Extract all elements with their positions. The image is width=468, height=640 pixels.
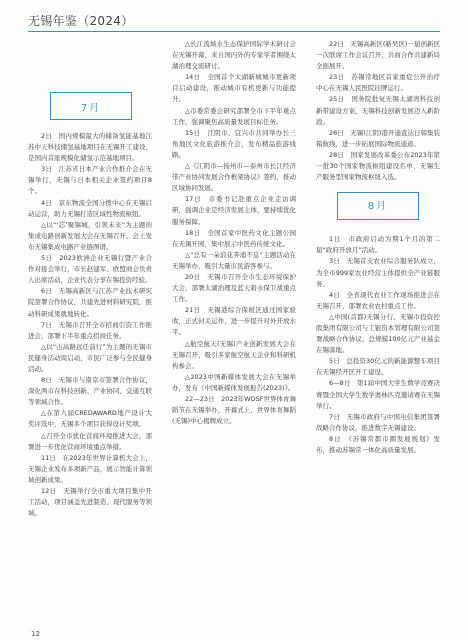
paragraph: 3日 江苏省日本产业合作推介会在无锡举行，无锡与日本相关企业签约项目8个。 [28, 165, 152, 196]
paragraph: 26日 无锡(江阴)港开通直达日韩集装箱航线，进一步拓展国际物流通道。 [316, 128, 440, 148]
paragraph: △2023中国新媒体发展大会在无锡举办，发布《中国新媒体发展报告(2023)》。 [172, 372, 296, 392]
month-heading-august: 8月 [337, 192, 419, 220]
paragraph: 4日 京东物流全国分拨中心在无锡启动运营，助力无锡打造区域性物流枢纽。 [28, 198, 152, 218]
page-number: 12 [31, 630, 40, 638]
paragraph: 6日 无锡高新区与江苏产业技术研究院签署合作协议，共建先进材料研究院，推动科研成果就地转化。 [28, 287, 152, 318]
paragraph: 3日 无锡首支农业综合服务队成立，为全市999家农业经营主体提供全产业链服务。 [316, 257, 440, 288]
paragraph: 15日 江阴市、宜兴市共同举办长三角地区文化旅游推介会，发布精品旅游线路。 [172, 128, 296, 159]
paragraph: 14日 全国首个太湖新城城市更新项目启动建设，推动城市有机更新与功能提升。 [172, 73, 296, 104]
text-column-1 [28, 131, 152, 519]
paragraph: 22日 无锡高新区(新吴区)一届创新区一次联席工作会议召开，共商合作共建新局全面展开。 [316, 40, 440, 71]
paragraph: 7日 无锡市召开全市招商引资工作推进会，部署下半年重点招商任务。 [28, 320, 152, 340]
month-heading-july: 7月 [50, 92, 132, 120]
paragraph: △在第九届CREDAWARD地产设计大奖评选中，无锡多个项目获得设计奖项。 [28, 409, 152, 429]
header-divider [28, 31, 440, 32]
text-column-3 [316, 39, 440, 456]
paragraph: 11日 在2023年世界计算机大会上，无锡企业发布多项新产品，展示智能计算领域创新成果。 [28, 453, 152, 484]
paragraph: 2日 国内规模最大的储备氢能基地江苏中天科技储氢基地项目在无锡开工建设，是国内首座规模化储氢示范基地项目。 [28, 132, 152, 163]
paragraph: 21日 无锡港综合保税区通过国家验收，正式封关运作，进一步提升对外开放水平。 [172, 306, 296, 337]
paragraph: 7日 无锡市政府与中国电信集团签署战略合作协议，推进数字无锡建设。 [316, 412, 440, 432]
paragraph: 6—8日 第1届中国大学生数学竞赛决赛暨全国大学生数学奥林匹克邀请赛在无锡举行。 [316, 379, 440, 410]
paragraph: 18日 全国首家中医药文化主题公园在无锡开园，集中展示中医药传统文化。 [172, 228, 296, 248]
paragraph: 4日 全省现代农业工作现场推进会在无锡召开，部署农业农村重点工作。 [316, 290, 440, 310]
paragraph: △《江阴市—扬州市—泰州市长江经济带产业协同发展合作框架协议》签约，推动区域协同发展。 [172, 162, 296, 193]
running-head-title: 无锡年鉴（2024） [28, 14, 134, 28]
paragraph: 28日 国家发展改革委公布2023年第一批30个国家物流枢纽建设名单，无锡生产服务型国家物流枢纽入选。 [316, 150, 440, 182]
paragraph: 12日 无锡举行全市重大项目集中开工活动，项目涵盖先进制造、现代服务等领域。 [28, 487, 152, 518]
paragraph: △中国(首都)无锡分行、无锡市投资控股集团有限公司与工银资本管理有限公司签署战略合作协议，总规模100亿元产业基金在锡落地。 [316, 312, 440, 355]
paragraph: 20日 无锡市召开全市生态环境保护大会，部署太湖治理及蓝天碧水保卫战重点工作。 [172, 272, 296, 304]
paragraph: △以“山高路远任前行”为主题的无锡市民健身活动周启动，市民广泛参与全民健身活动。 [28, 342, 152, 373]
paragraph: 8日 无锡市与南京市签署合作协议，深化两市在科技创新、产业协同、交通互联等领域合作。 [28, 376, 152, 407]
paragraph: 8日 《苏锡常都市圈发展规划》发布，推动苏锡常一体化高质量发展。 [316, 434, 440, 454]
paragraph: △“总有一朵浪花奔涌不息”主题活动在无锡举办，吸引大量市民游客参与。 [172, 250, 296, 270]
paragraph: 22—23日 2023年WDSF世界体育舞蹈节在无锡举办，开幕式上，世界体育舞蹈(无锡)中心揭牌成立。 [172, 395, 296, 426]
paragraph: △以“‘芯’聚锡城，引领未来”为主题的集成电路创新发展大会在无锡召开。会上发布无锡集成电路产业链图谱。 [28, 220, 152, 251]
text-column-2 [172, 39, 296, 427]
paragraph: 17日 市委书记赴重点企业走访调研，强调企业是经济发展主体，要持续优化服务保障。 [172, 195, 296, 226]
paragraph: △长江流域水生态保护国际学术研讨会在无锡开幕，来自国内外的专家学者围绕太湖治理交流研讨。 [172, 40, 296, 71]
paragraph: 1日 市政府启动为期1个月的第二届“政府开放月”活动。 [316, 235, 440, 255]
paragraph: 23日 苏锡常地区首家重症公开治疗中心在无锡人民医院挂牌运行。 [316, 73, 440, 93]
paragraph: 5日 2023欧洲企业无锡行暨产业合作对接会举行，市长赵建军、欧盟商会负责人出席活动，企业代表分享在锡投资经验。 [28, 254, 152, 285]
paragraph: △市委常委会研究部署全市下半年重点工作，强调聚焦高质量发展目标任务。 [172, 106, 296, 126]
paragraph: △航空航天(无锡)产业创新发展大会在无锡召开，吸引多家航空航天企业和科研机构参会。 [172, 339, 296, 370]
paragraph: △召开全市优化营商环境推进大会，部署进一步优化营商环境重点举措。 [28, 431, 152, 451]
paragraph: 5日 总投资30亿元的新能源整车项目在无锡经开区开工建设。 [316, 357, 440, 377]
paragraph: 25日 国务院批复无锡太湖湾科技创新带建设方案，无锡科技创新发展迈入新阶段。 [316, 95, 440, 126]
